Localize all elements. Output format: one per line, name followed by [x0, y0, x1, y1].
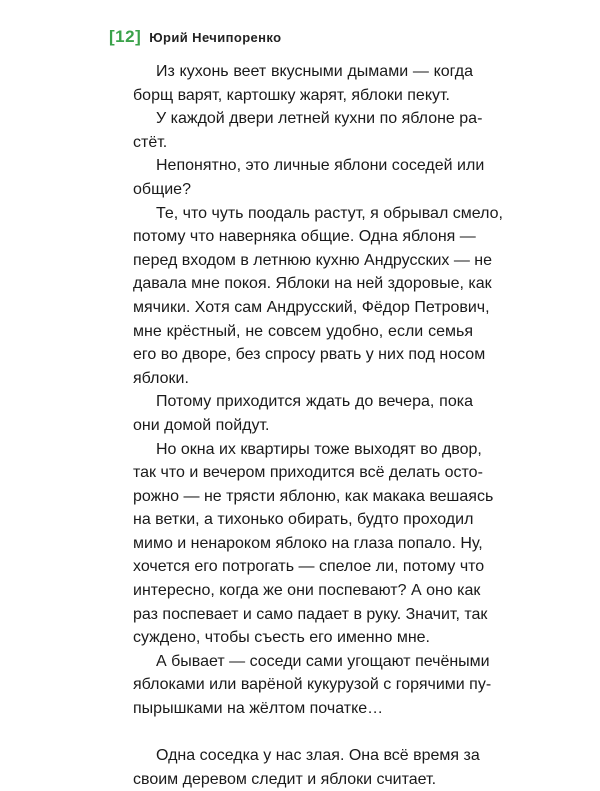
text-line: своим деревом следит и яблоки считает. — [133, 770, 437, 788]
text-line: суждено, чтобы съесть его именно мне. — [133, 629, 430, 647]
author-name: Юрий Нечипоренко — [149, 30, 282, 45]
body-text — [133, 60, 503, 791]
running-head — [109, 27, 282, 47]
text-line: давала мне покоя. Яблоки на ней здоровые, как — [133, 275, 492, 293]
section-break — [133, 721, 473, 745]
text-line: борщ варят, картошку жарят, яблоки пекут. — [133, 86, 450, 104]
text-line: так что и вечером приходится всё делать осто- — [133, 464, 483, 482]
text-line: Но окна их квартиры тоже выходят во двор, — [156, 440, 482, 458]
text-line: яблоками или варёной кукурузой с горячими пу- — [133, 676, 492, 694]
text-line: яблоки. — [133, 369, 189, 387]
text-line: перед входом в летнюю кухню Андрусских — не — [133, 251, 492, 269]
text-line: рожно — не трясти яблоню, как макака вешаясь — [133, 487, 494, 505]
text-line: пырышками на жёлтом початке… — [133, 700, 384, 718]
page-number: [12] — [109, 27, 142, 46]
text-line: его во дворе, без спросу рвать у них под носом — [133, 346, 486, 364]
text-line: они домой пойдут. — [133, 416, 270, 434]
text-line: хочется его потрогать — спелое ли, потому что — [133, 558, 485, 576]
text-line: Из кухонь веет вкусными дымами — когда — [156, 63, 473, 80]
text-line: мячики. Хотя сам Андрусский, Фёдор Петрович, — [133, 298, 490, 316]
text-line: Те, что чуть поодаль растут, я обрывал смело, — [156, 204, 503, 222]
text-line: потому что наверняка общие. Одна яблоня — — [133, 228, 476, 246]
text-line: общие? — [133, 180, 191, 198]
text-line: У каждой двери летней кухни по яблоне ра- — [156, 110, 483, 128]
text-line: стёт. — [133, 133, 168, 151]
text-line: Одна соседка у нас злая. Она всё время за — [156, 747, 480, 765]
text-line: А бывает — соседи сами угощают печёными — [156, 652, 490, 670]
text-line: Непонятно, это личные яблони соседей или — [156, 157, 485, 175]
text-line: мимо и ненароком яблоко на глаза попало. Ну, — [133, 534, 483, 552]
text-line: мне крёстный, не совсем удобно, если семья — [133, 322, 473, 340]
text-line: Потому приходится ждать до вечера, пока — [156, 393, 473, 411]
text-line: на ветки, а тихонько обирать, будто проходил — [133, 511, 474, 529]
text-line: раз поспевает и само падает в руку. Значит, так — [133, 605, 488, 623]
text-line: интересно, когда же они поспевают? А оно как — [133, 582, 481, 600]
